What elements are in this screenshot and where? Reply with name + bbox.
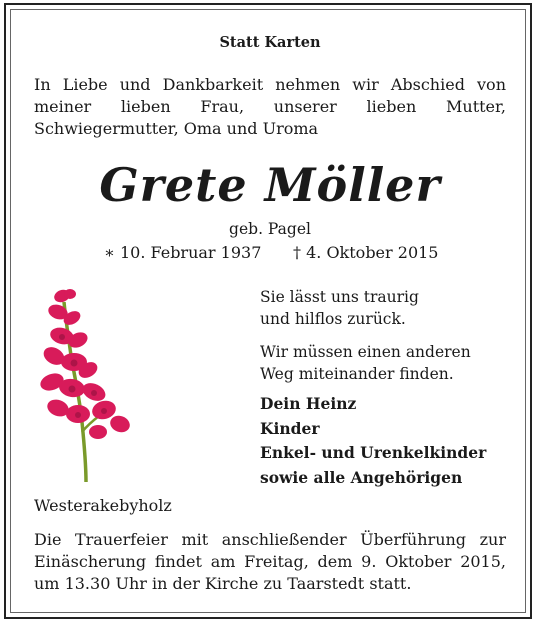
birth-date: ∗ 10. Februar 1937 <box>104 243 262 262</box>
statt-karten-heading: Statt Karten <box>219 34 321 51</box>
message-block-1 <box>260 286 419 330</box>
message-line: Sie lässt uns traurig <box>260 288 419 306</box>
message-block-2 <box>260 341 471 385</box>
orchid-flower-icon <box>38 282 138 484</box>
maiden-name: geb. Pagel <box>229 220 311 238</box>
mourners-list <box>260 392 486 490</box>
death-date: † 4. Oktober 2015 <box>293 243 439 262</box>
mourner-line: Kinder <box>260 418 320 438</box>
deceased-name: Grete Möller <box>99 158 441 212</box>
mourner-line: sowie alle Angehörigen <box>260 467 463 487</box>
message-line: und hilflos zurück. <box>260 310 406 328</box>
mourner-line: Enkel- und Urenkelkinder <box>260 443 487 462</box>
message-line: Weg miteinander finden. <box>260 365 454 383</box>
message-line: Wir müssen einen anderen <box>260 343 471 361</box>
mourner-line: Dein Heinz <box>260 394 357 413</box>
place-name: Westerakebyholz <box>34 496 172 515</box>
intro-text: In Liebe und Dankbarkeit nehmen wir Abschied von meiner lieben Frau, unserer lieben Mutter, Schwiegermutter, Oma und Uroma <box>34 75 506 138</box>
funeral-details: Die Trauerfeier mit anschließender Überführung zur Einäscherung findet am Freitag, dem 9. Oktober 2015, um 13.30 Uhr in der Kirche zu Taarstedt statt. <box>34 530 506 593</box>
